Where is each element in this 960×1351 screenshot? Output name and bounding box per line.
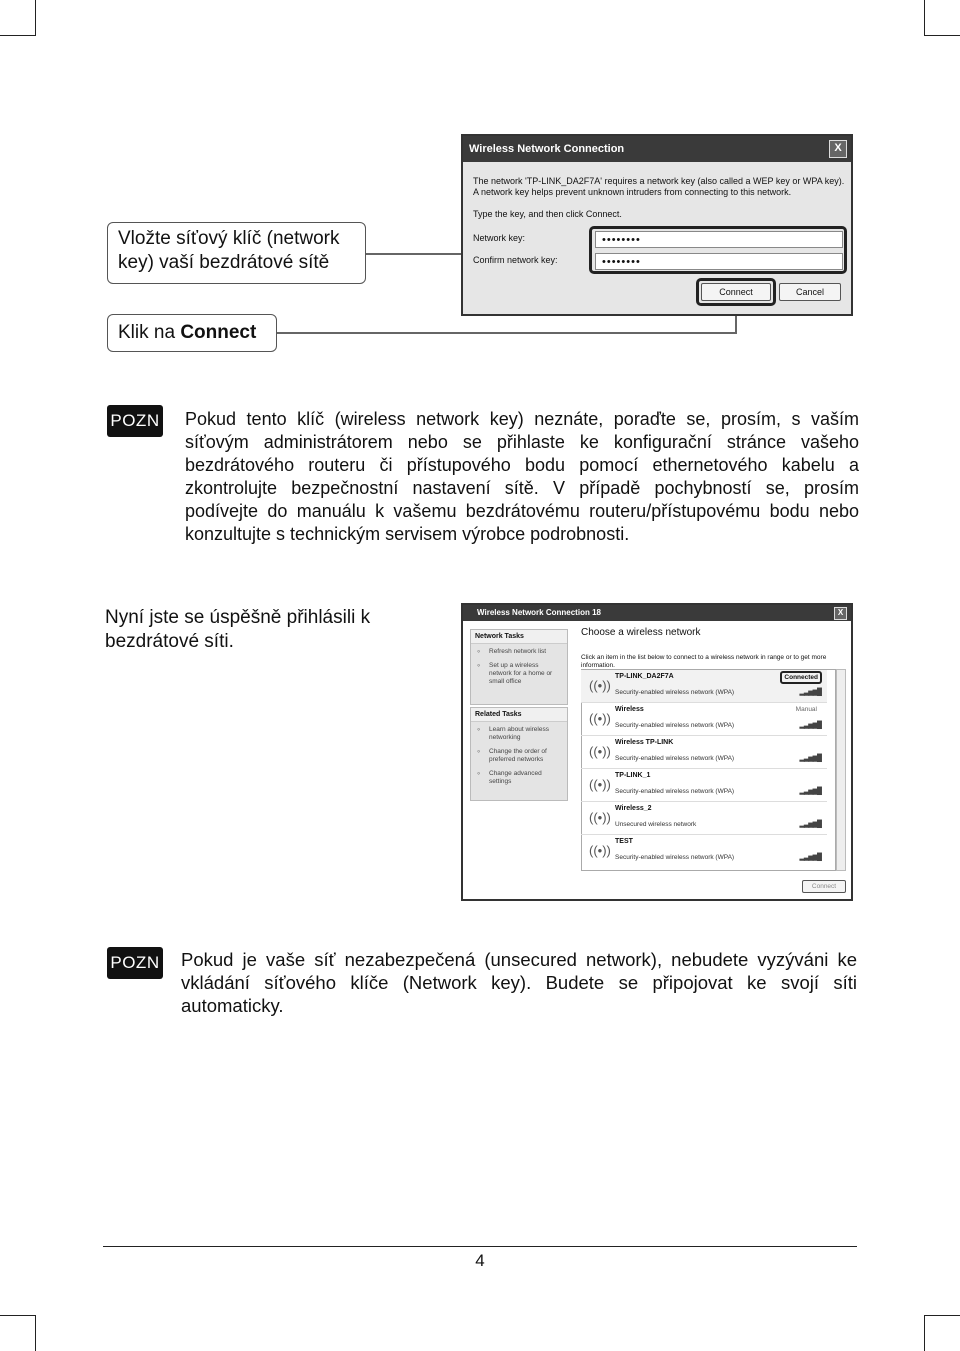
crop-mark-top-right: [924, 0, 960, 36]
network-name: TEST: [615, 838, 633, 845]
network-name: Wireless TP-LINK: [615, 739, 674, 746]
network-tasks-panel: [470, 629, 568, 705]
related-learn-wireless[interactable]: ◦ Learn about wireless networking: [471, 722, 567, 744]
crop-mark-bottom-left: [0, 1315, 36, 1351]
confirm-key-label: Confirm network key:: [473, 255, 558, 265]
related-tasks-heading: Related Tasks: [471, 708, 567, 722]
wireless-network-window: [461, 603, 853, 901]
footer-rule: [103, 1246, 857, 1247]
network-item-5[interactable]: [581, 802, 827, 835]
dialog-titlebar: [463, 136, 851, 162]
cancel-button[interactable]: Cancel: [779, 283, 841, 301]
antenna-icon: ((•)): [589, 843, 611, 858]
network-name: TP-LINK_1: [615, 772, 651, 779]
antenna-icon: ((•)): [589, 777, 611, 792]
choose-network-heading: Choose a wireless network: [581, 627, 701, 638]
window-title: Wireless Network Connection 18: [477, 608, 601, 617]
antenna-icon: ((•)): [589, 711, 611, 726]
network-security: Security-enabled wireless network (WPA): [615, 755, 735, 762]
network-name: Wireless_2: [615, 805, 652, 812]
crop-mark-bottom-right: [924, 1315, 960, 1351]
callout-click-connect: [107, 314, 277, 352]
related-change-order[interactable]: ◦ Change the order of preferred networks: [471, 744, 567, 766]
network-security: Security-enabled wireless network (WPA): [615, 722, 735, 729]
network-key-dialog: [461, 134, 853, 316]
confirm-key-input[interactable]: ••••••••: [595, 253, 843, 270]
window-titlebar: [463, 605, 851, 621]
antenna-icon: ((•)): [589, 678, 611, 693]
signal-strength-icon: ▂▃▅▆█: [799, 755, 821, 762]
signal-strength-icon: ▂▃▅▆█: [799, 722, 821, 729]
note-text-2: Pokud je vaše síť nezabezpečená (unsecured network), nebudete vyzýváni ke vkládání síťového klíče (Network key). Budete se připojovat ke svojí síti automaticky.: [181, 949, 857, 1016]
network-key-input[interactable]: ••••••••: [595, 231, 843, 248]
dialog-instruction: Type the key, and then click Connect.: [473, 209, 622, 219]
window-close-button[interactable]: X: [834, 607, 847, 620]
network-status-connected: Connected: [780, 671, 822, 684]
network-item-3[interactable]: [581, 736, 827, 769]
note-text-1: Pokud tento klíč (wireless network key) neznáte, poraďte se, prosím, s vaším síťovým administrátorem nebo se přihlaste ke konfigurační stránce vašeho bezdrátového routeru či přístupového bodu pomocí ethernetového kabelu a zkontrolujte bezpečnostní nastavení sítě. V případě pochybností se, prosím podívejte do manuálu k vašemu bezdrátovému routeru/přístupovému bodu nebo konzultujte s technickým servisem výrobce podrobnosti.: [185, 409, 859, 544]
crop-mark-top-left: [0, 0, 36, 36]
network-security: Security-enabled wireless network (WPA): [615, 689, 735, 696]
signal-strength-icon: ▂▃▅▆█: [799, 821, 821, 828]
network-security: Security-enabled wireless network (WPA): [615, 788, 735, 795]
connect-highlight: [696, 278, 776, 306]
signal-strength-icon: ▂▃▅▆█: [799, 689, 821, 696]
connected-text: Nyní jste se úspěšně přihlásili k bezdrátové síti.: [105, 607, 371, 652]
dialog-message: The network 'TP-LINK_DA2F7A' requires a network key (also called a WEP key or WPA key). A network key helps prevent unknown intruders from connecting to this network.: [473, 176, 845, 197]
window-connect-button[interactable]: Connect: [802, 880, 846, 893]
network-name: Wireless: [615, 706, 644, 713]
network-item-2[interactable]: [581, 703, 827, 736]
network-name: TP-LINK_DA2F7A: [615, 673, 674, 680]
task-set-up-wireless[interactable]: ◦ Set up a wireless network for a home or small office: [471, 658, 567, 688]
connector-line-connect: [277, 332, 737, 334]
network-list-scrollbar[interactable]: [836, 669, 846, 871]
network-key-label: Network key:: [473, 233, 526, 243]
callout-enter-key: Vložte síťový klíč (network key) vaší bezdrátové sítě: [107, 222, 366, 284]
network-item-1[interactable]: [581, 670, 827, 703]
note-badge-1: POZN: [107, 405, 163, 437]
callout-click-prefix: Klik na: [118, 322, 181, 343]
page-number: 4: [475, 1251, 485, 1270]
related-tasks-panel: [470, 707, 568, 801]
network-item-4[interactable]: [581, 769, 827, 802]
antenna-icon: ((•)): [589, 810, 611, 825]
dialog-title: Wireless Network Connection: [469, 143, 625, 155]
network-status: Manual: [795, 706, 817, 713]
related-change-advanced[interactable]: ◦ Change advanced settings: [471, 766, 567, 788]
signal-strength-icon: ▂▃▅▆█: [799, 854, 821, 861]
choose-network-subtext: Click an item in the list below to connect to a wireless network in range or to get more information.: [581, 654, 827, 669]
network-tasks-heading: Network Tasks: [471, 630, 567, 644]
network-security: Unsecured wireless network: [615, 821, 697, 828]
network-security: Security-enabled wireless network (WPA): [615, 854, 735, 861]
connect-button[interactable]: Connect: [701, 283, 771, 301]
antenna-icon: ((•)): [589, 744, 611, 759]
note-badge-2: POZN: [107, 947, 163, 979]
callout-click-bold: Connect: [180, 322, 257, 343]
task-refresh-network-list[interactable]: ◦ Refresh network list: [471, 644, 567, 658]
network-item-6[interactable]: [581, 835, 827, 867]
signal-strength-icon: ▂▃▅▆█: [799, 788, 821, 795]
key-fields-highlight: [589, 226, 847, 274]
dialog-close-button[interactable]: X: [829, 140, 847, 158]
